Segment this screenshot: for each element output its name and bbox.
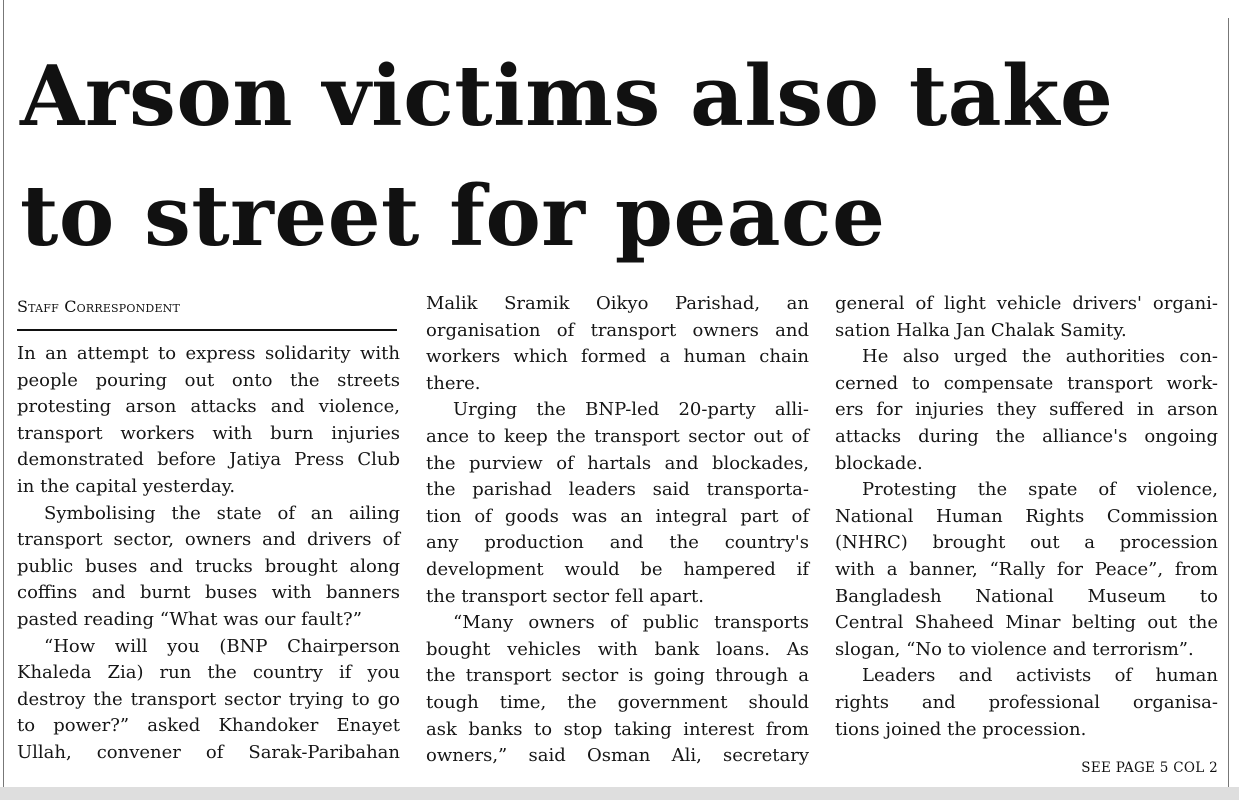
headline-line-1: Arson victims also take	[20, 47, 1114, 145]
text-line: National Human Rights Commission	[835, 505, 1218, 527]
text-line: Malik Sramik Oikyo Parishad, an	[426, 293, 809, 314]
text-line: transport workers with burn injuries	[17, 422, 400, 444]
text-line: In an attempt to express solidarity with	[17, 343, 400, 364]
text-line: Symbolising the state of an ailing	[44, 502, 400, 524]
text-line: with a banner, “Rally for Peace”, from	[835, 558, 1218, 580]
text-line: destroy the transport sector trying to go	[17, 688, 400, 710]
text-line: any production and the country's	[426, 532, 809, 554]
text-line: workers which formed a human chain	[426, 346, 809, 368]
text-line: pasted reading “What was our fault?”	[17, 608, 362, 630]
text-line: attacks during the alliance's ongoing	[835, 425, 1218, 447]
text-line: “How will you (BNP Chairperson	[44, 635, 400, 657]
bottom-edge-strip	[0, 787, 1239, 800]
right-column-rule	[1228, 18, 1229, 788]
left-column-rule	[3, 0, 4, 800]
article-column-1	[17, 341, 400, 767]
byline-rule	[17, 329, 397, 331]
text-line: general of light vehicle drivers' organi-	[835, 293, 1218, 314]
text-line: ask banks to stop taking interest from	[426, 718, 809, 740]
text-line: ance to keep the transport sector out of	[426, 425, 809, 447]
headline	[20, 36, 1220, 276]
text-line: sation Halka Jan Chalak Samity.	[835, 319, 1127, 341]
text-line: owners,” said Osman Ali, secretary	[426, 745, 809, 767]
headline-line-2: to street for peace	[20, 167, 886, 265]
text-line: tion of goods was an integral part of	[426, 505, 809, 527]
text-line: Protesting the spate of violence,	[862, 479, 1218, 501]
text-line: the parishad leaders said transporta-	[426, 479, 809, 501]
text-line: development would be hampered if	[426, 558, 809, 580]
article-column-2	[426, 291, 809, 770]
byline: Staff Correspondent	[17, 297, 181, 316]
text-line: demonstrated before Jatiya Press Club	[17, 449, 400, 471]
text-line: (NHRC) brought out a procession	[835, 532, 1218, 554]
text-line: organisation of transport owners and	[426, 319, 809, 341]
text-line: cerned to compensate transport work-	[835, 372, 1218, 394]
continuation-note: SEE PAGE 5 COL 2	[1081, 760, 1218, 776]
text-line: He also urged the authorities con-	[862, 346, 1218, 368]
text-line: Ullah, convener of Sarak-Paribahan	[17, 741, 400, 763]
text-line: transport sector, owners and drivers of	[17, 529, 400, 551]
text-line: “Many owners of public transports	[453, 612, 809, 634]
text-line: people pouring out onto the streets	[17, 369, 400, 391]
text-line: bought vehicles with bank loans. As	[426, 638, 809, 660]
text-line: the purview of hartals and blockades,	[426, 452, 809, 474]
text-line: in the capital yesterday.	[17, 475, 236, 497]
text-line: Khaleda Zia) run the country if you	[17, 662, 400, 684]
text-line: slogan, “No to violence and terrorism”.	[835, 638, 1194, 660]
text-line: public buses and trucks brought along	[17, 555, 400, 577]
article-column-3	[835, 291, 1218, 743]
text-line: there.	[426, 372, 481, 394]
text-line: blockade.	[835, 452, 923, 474]
text-line: the transport sector is going through a	[426, 665, 809, 687]
text-line: Urging the BNP-led 20-party alli-	[453, 399, 809, 421]
text-line: tions joined the procession.	[835, 718, 1087, 740]
text-line: ers for injuries they suffered in arson	[835, 399, 1218, 421]
text-line: Central Shaheed Minar belting out the	[835, 612, 1218, 634]
text-line: the transport sector fell apart.	[426, 585, 704, 607]
text-line: Bangladesh National Museum to	[835, 585, 1218, 607]
text-line: Leaders and activists of human	[862, 665, 1218, 687]
text-line: rights and professional organisa-	[835, 691, 1218, 713]
text-line: to power?” asked Khandoker Enayet	[17, 715, 400, 737]
text-line: protesting arson attacks and violence,	[17, 396, 400, 418]
text-line: tough time, the government should	[426, 691, 809, 713]
text-line: coffins and burnt buses with banners	[17, 582, 400, 604]
